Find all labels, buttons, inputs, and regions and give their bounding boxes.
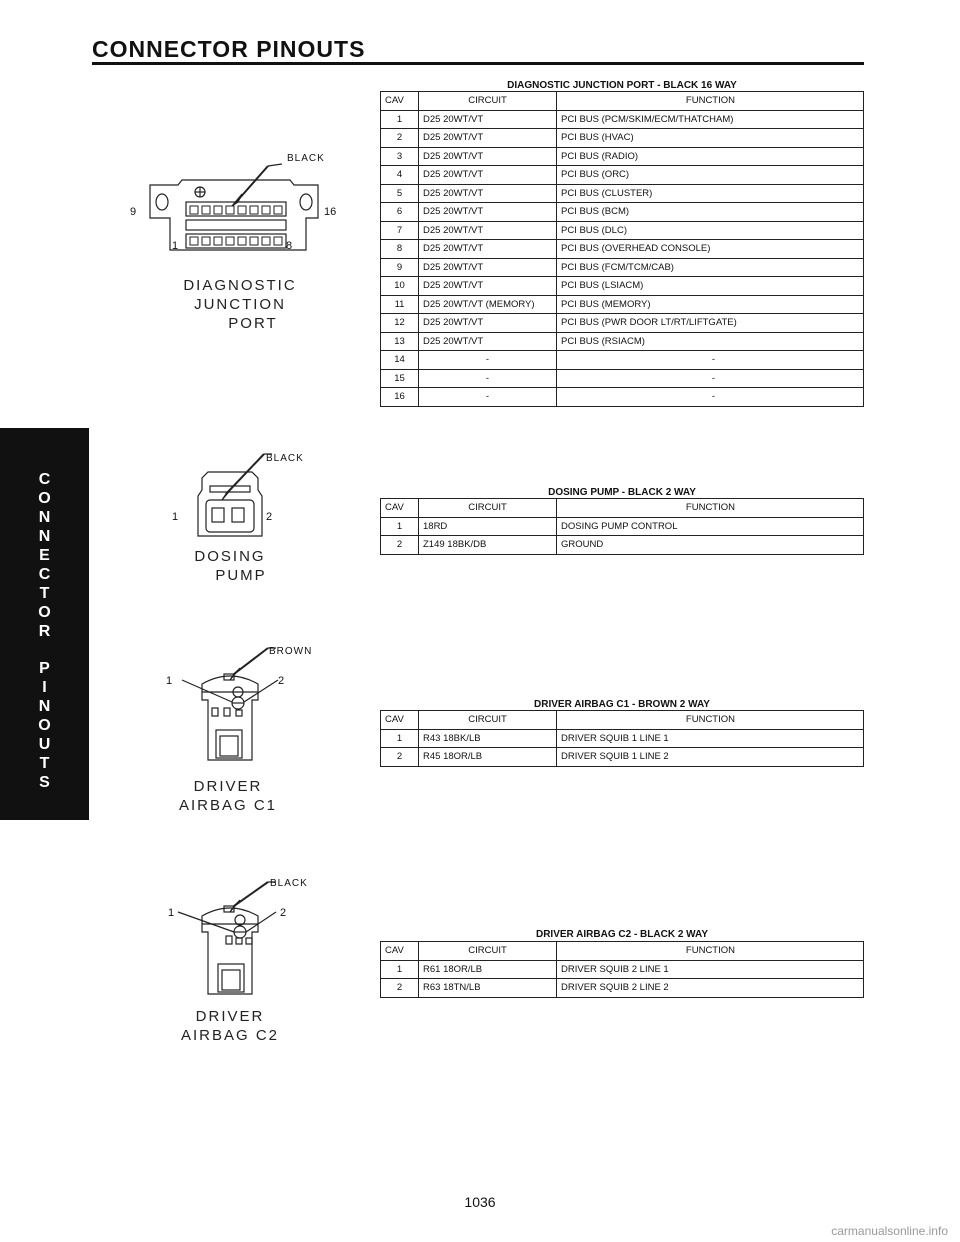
cell-cav: 2 [381,536,419,555]
cell-function: DRIVER SQUIB 2 LINE 2 [557,979,864,998]
side-tab-letter: R [38,623,51,640]
table-row [381,369,864,388]
djp-pin-label: 9 [130,206,137,218]
djp-pinout-table [380,91,864,407]
table-row [381,147,864,166]
cell-function: GROUND [557,536,864,555]
cell-cav: 1 [381,729,419,748]
cell-cav: 7 [381,221,419,240]
cell-function: PCI BUS (LSIACM) [557,277,864,296]
header-circuit: CIRCUIT [419,711,557,730]
table-row [381,110,864,129]
table-header-row [381,92,864,111]
dosing-table-title: DOSING PUMP - BLACK 2 WAY [548,487,696,498]
table-row [381,729,864,748]
table-row [381,295,864,314]
dab2-pin-label: 2 [280,907,287,919]
cell-function: - [557,351,864,370]
cell-cav: 2 [381,129,419,148]
cell-function: - [557,388,864,407]
cell-circuit: - [419,369,557,388]
cell-circuit: R45 18OR/LB [419,748,557,767]
cell-circuit: D25 20WT/VT [419,332,557,351]
table-row [381,332,864,351]
table-row [381,536,864,555]
page-number: 1036 [464,1194,496,1210]
table-row [381,351,864,370]
cell-function: PCI BUS (BCM) [557,203,864,222]
cell-cav: 12 [381,314,419,333]
cell-cav: 2 [381,979,419,998]
side-tab-letter: P [39,660,50,677]
cell-cav: 14 [381,351,419,370]
cell-circuit: D25 20WT/VT [419,166,557,185]
cell-cav: 9 [381,258,419,277]
caption-line: DIAGNOSTIC [183,277,297,294]
cell-circuit: R63 18TN/LB [419,979,557,998]
djp-color-label: BLACK [287,153,325,164]
side-tab-letter: S [39,774,50,791]
cell-cav: 4 [381,166,419,185]
cell-cav: 1 [381,110,419,129]
dab1-pin-label: 1 [166,675,173,687]
cell-circuit: D25 20WT/VT [419,277,557,296]
cell-circuit: - [419,388,557,407]
header-cav: CAV [381,711,419,730]
caption-line: DRIVER [195,1008,265,1025]
table-row [381,203,864,222]
table-row [381,748,864,767]
table-header-row [381,942,864,961]
dosing-caption [180,547,280,585]
side-tab-gap [0,641,89,659]
header-circuit: CIRCUIT [419,499,557,518]
cell-cav: 6 [381,203,419,222]
cell-circuit: Z149 18BK/DB [419,536,557,555]
cell-circuit: D25 20WT/VT [419,147,557,166]
caption-line: PUMP [215,567,267,584]
header-function: FUNCTION [557,711,864,730]
cell-function: PCI BUS (RADIO) [557,147,864,166]
cell-cav: 8 [381,240,419,259]
table-row [381,277,864,296]
cell-cav: 2 [381,748,419,767]
caption-line: DRIVER [193,778,263,795]
table-row [381,240,864,259]
watermark-text: carmanualsonline.info [831,1224,948,1238]
caption-line: PORT [228,315,278,332]
cell-circuit: D25 20WT/VT [419,203,557,222]
table-row [381,184,864,203]
side-tab-letter: E [39,547,50,564]
cell-function: PCI BUS (CLUSTER) [557,184,864,203]
table-header-row [381,711,864,730]
cell-function: PCI BUS (HVAC) [557,129,864,148]
header-cav: CAV [381,92,419,111]
cell-circuit: D25 20WT/VT (MEMORY) [419,295,557,314]
dosing-color-label: BLACK [266,453,304,464]
dab2-pinout-table [380,941,864,998]
cell-cav: 3 [381,147,419,166]
side-tab-letter: C [38,566,51,583]
dab1-table-title: DRIVER AIRBAG C1 - BROWN 2 WAY [534,699,710,710]
cell-cav: 5 [381,184,419,203]
table-row [381,517,864,536]
caption-line: AIRBAG C1 [178,797,278,814]
cell-function: PCI BUS (MEMORY) [557,295,864,314]
side-tab-letter: N [38,509,51,526]
djp-pin-label: 16 [324,206,337,218]
dab1-caption [168,777,288,815]
header-cav: CAV [381,942,419,961]
table-row [381,221,864,240]
table-row [381,979,864,998]
header-circuit: CIRCUIT [419,92,557,111]
cell-function: DRIVER SQUIB 1 LINE 2 [557,748,864,767]
dab2-connector-drawing [160,872,300,1012]
side-tab-letter: O [38,717,51,734]
cell-circuit: D25 20WT/VT [419,129,557,148]
cell-cav: 1 [381,517,419,536]
dab2-caption [170,1007,290,1045]
header-cav: CAV [381,499,419,518]
side-tab-letter: N [38,528,51,545]
cell-function: PCI BUS (PCM/SKIM/ECM/THATCHAM) [557,110,864,129]
cell-cav: 15 [381,369,419,388]
side-tab-letter: O [38,604,51,621]
header-circuit: CIRCUIT [419,942,557,961]
side-tab-letter: I [42,679,47,696]
cell-function: PCI BUS (PWR DOOR LT/RT/LIFTGATE) [557,314,864,333]
cell-function: DRIVER SQUIB 2 LINE 1 [557,960,864,979]
side-tab-letter: T [39,585,50,602]
dosing-pin-label: 2 [266,511,273,523]
cell-function: PCI BUS (RSIACM) [557,332,864,351]
dab1-pinout-table [380,710,864,767]
cell-function: PCI BUS (OVERHEAD CONSOLE) [557,240,864,259]
header-function: FUNCTION [557,499,864,518]
dab2-pin-label: 1 [168,907,175,919]
side-tab-letter: C [38,471,51,488]
table-row [381,166,864,185]
side-tab-letter: O [38,490,51,507]
cell-circuit: R61 18OR/LB [419,960,557,979]
dab2-color-label: BLACK [270,878,308,889]
cell-function: - [557,369,864,388]
header-function: FUNCTION [557,92,864,111]
cell-circuit: D25 20WT/VT [419,314,557,333]
dab1-connector-drawing [160,640,300,780]
caption-line: JUNCTION [194,296,286,313]
cell-cav: 1 [381,960,419,979]
caption-line: DOSING [194,548,266,565]
header-function: FUNCTION [557,942,864,961]
table-row [381,960,864,979]
djp-pin-label: 8 [286,240,293,252]
side-tab-letter: N [38,698,51,715]
cell-function: DRIVER SQUIB 1 LINE 1 [557,729,864,748]
table-header-row [381,499,864,518]
cell-circuit: R43 18BK/LB [419,729,557,748]
cell-function: PCI BUS (DLC) [557,221,864,240]
cell-circuit: D25 20WT/VT [419,258,557,277]
cell-function: PCI BUS (FCM/TCM/CAB) [557,258,864,277]
djp-pin-label: 1 [172,240,179,252]
cell-circuit: 18RD [419,517,557,536]
djp-table-title: DIAGNOSTIC JUNCTION PORT - BLACK 16 WAY [507,80,737,91]
page-title: CONNECTOR PINOUTS [92,36,366,62]
cell-cav: 13 [381,332,419,351]
caption-line: AIRBAG C2 [180,1027,280,1044]
side-tab-letter: T [39,755,50,772]
dab1-color-label: BROWN [269,646,313,657]
table-row [381,314,864,333]
dab2-table-title: DRIVER AIRBAG C2 - BLACK 2 WAY [535,929,709,940]
cell-cav: 16 [381,388,419,407]
table-row [381,388,864,407]
cell-cav: 11 [381,295,419,314]
side-tab-label [0,470,89,792]
cell-circuit: D25 20WT/VT [419,240,557,259]
dosing-pin-label: 1 [172,511,179,523]
cell-function: DOSING PUMP CONTROL [557,517,864,536]
cell-circuit: D25 20WT/VT [419,184,557,203]
header-rule [92,62,864,65]
cell-circuit: D25 20WT/VT [419,221,557,240]
cell-circuit: D25 20WT/VT [419,110,557,129]
side-tab-letter: U [38,736,51,753]
cell-cav: 10 [381,277,419,296]
cell-circuit: - [419,351,557,370]
djp-caption [170,276,310,333]
table-row [381,129,864,148]
cell-function: PCI BUS (ORC) [557,166,864,185]
dab1-pin-label: 2 [278,675,285,687]
dosing-pinout-table [380,498,864,555]
table-row [381,258,864,277]
